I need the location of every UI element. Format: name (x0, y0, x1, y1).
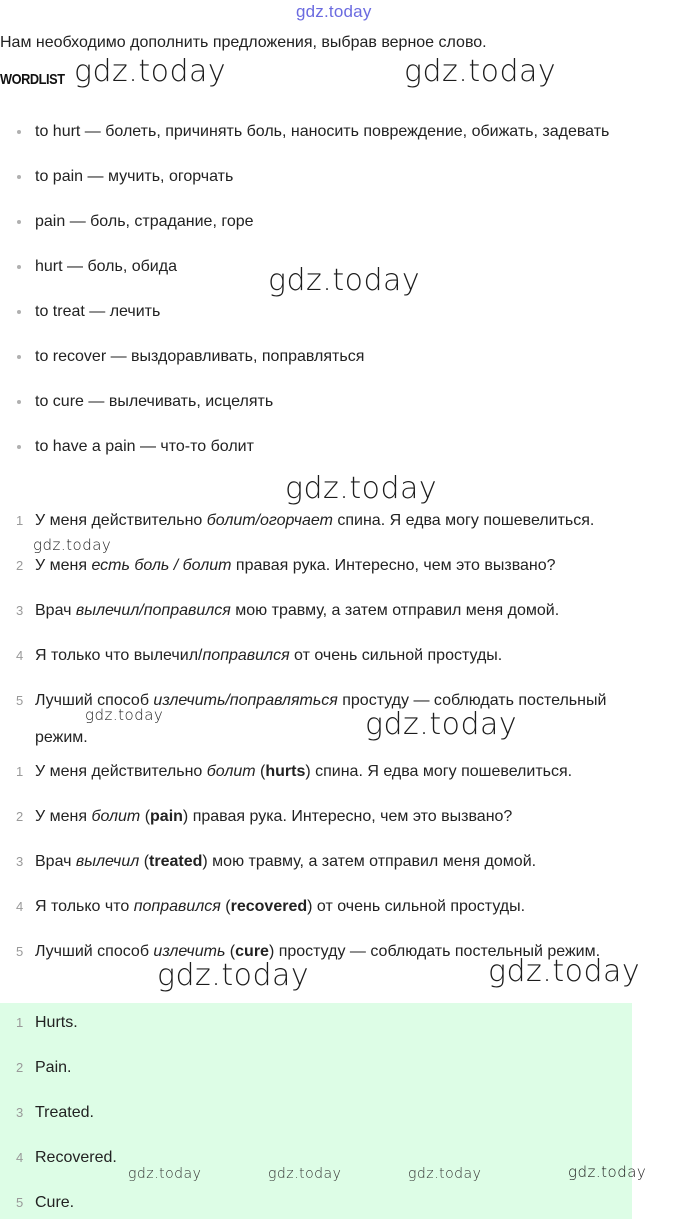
sentence-text-after: правая рука. Интересно, чем это вызвано? (188, 808, 513, 825)
item-number: 3 (16, 1105, 24, 1120)
watermark: gdz.today (157, 958, 310, 993)
variant-text-before: Я только что вылечил/ (35, 647, 203, 664)
paren-open: ( (220, 898, 231, 915)
item-number: 5 (16, 1195, 24, 1210)
wordlist-heading: WORDLIST (0, 71, 65, 88)
item-number: 1 (16, 513, 24, 528)
variant-item (0, 637, 680, 674)
variant-options: есть боль / болит (91, 557, 232, 574)
wordlist-item (0, 429, 680, 465)
sentence-text-before: Лучший способ (35, 943, 154, 960)
wordlist-item (0, 339, 680, 375)
sentence-translation: поправился (133, 898, 221, 915)
variant-text-after: спина. Я едва могу пошевелиться. (332, 512, 595, 529)
paren-close: ) (268, 943, 275, 960)
sentence-answer-word: treated (149, 853, 203, 870)
variant-text-after: правая рука. Интересно, чем это вызвано? (231, 557, 556, 574)
sentence-translation: вылечил (75, 853, 140, 870)
answer-text: Cure. (35, 1194, 75, 1211)
variant-options: излечить/поправляться (153, 692, 338, 709)
sentence-text-after: от очень сильной простуды. (312, 898, 526, 915)
sentence-text-before: Врач (35, 853, 76, 870)
item-number: 5 (16, 944, 24, 959)
sentence-answer-word: hurts (265, 763, 306, 780)
bullet-icon (17, 310, 21, 314)
watermark: gdz.today (285, 471, 438, 506)
answer-text: Recovered. (35, 1149, 117, 1166)
variant-text-after: мою травму, а затем отправил меня домой. (230, 602, 560, 619)
item-number: 2 (16, 1060, 24, 1075)
wordlist-term: to recover (35, 348, 107, 365)
wordlist-term: to cure (35, 393, 84, 410)
sentence-text-after: мою травму, а затем отправил меня домой. (207, 853, 537, 870)
item-number: 1 (16, 764, 24, 779)
sentence-translation: болит (91, 808, 141, 825)
paren-open: ( (225, 943, 236, 960)
wordlist-term: to pain (35, 168, 84, 185)
sentence-item (0, 753, 680, 790)
wordlist-item (0, 294, 680, 330)
watermark: gdz.today (268, 1166, 342, 1182)
watermark: gdz.today (268, 263, 421, 298)
watermark: gdz.today (568, 1163, 647, 1181)
item-number: 1 (16, 1015, 24, 1030)
wordlist-term: to hurt (35, 123, 81, 140)
watermark: gdz.today (33, 536, 112, 554)
wordlist-meaning: болеть, причинять боль, наносить повреждение, обижать, задевать (105, 123, 610, 140)
wordlist-meaning: боль, страдание, горе (90, 213, 254, 230)
bullet-icon (17, 445, 21, 449)
wordlist-meaning: выздоравливать, поправляться (131, 348, 365, 365)
sentence-text-after: спина. Я едва могу пошевелиться. (310, 763, 573, 780)
paren-close: ) (305, 763, 311, 780)
item-number: 3 (16, 854, 24, 869)
wordlist-dash: — (80, 123, 106, 140)
bullet-icon (17, 175, 21, 179)
wordlist-meaning: вылечивать, исцелять (108, 393, 274, 410)
sentence-translation: излечить (153, 943, 226, 960)
wordlist-meaning: лечить (109, 303, 161, 320)
sentence-text-before: Я только что (35, 898, 134, 915)
paren-close: ) (202, 853, 208, 870)
wordlist-dash: — (84, 303, 110, 320)
sentence-item (0, 798, 680, 835)
sentence-text-after: простуду — соблюдать постельный режим. (274, 943, 601, 960)
variant-item (0, 592, 680, 629)
wordlist-dash: — (62, 258, 88, 275)
sentences-list (0, 753, 680, 978)
answer-text: Treated. (35, 1104, 94, 1121)
variant-options: болит/огорчает (206, 512, 333, 529)
wordlist-dash: — (83, 168, 108, 185)
wordlist-dash: — (135, 438, 161, 455)
variant-text-after: простуду — соблюдать постельный режим. (35, 692, 607, 746)
answer-item (0, 1184, 680, 1221)
bullet-icon (17, 355, 21, 359)
wordlist-dash: — (65, 213, 91, 230)
wordlist-item (0, 204, 680, 240)
paren-close: ) (182, 808, 189, 825)
wordlist-term: pain (35, 213, 66, 230)
site-logo[interactable]: gdz.today (296, 2, 372, 21)
answers-list (0, 1004, 680, 1229)
watermark: gdz.today (365, 707, 518, 742)
wordlist-item (0, 159, 680, 195)
watermark: gdz.today (408, 1166, 482, 1182)
sentence-answer-word: recovered (230, 898, 308, 915)
wordlist-meaning: что-то болит (160, 438, 254, 455)
variant-options: вылечил/поправился (75, 602, 231, 619)
sentence-answer-word: cure (235, 943, 269, 960)
wordlist-term: to have a pain (35, 438, 136, 455)
paren-open: ( (140, 808, 151, 825)
variant-text-before: Лучший способ (35, 692, 154, 709)
wordlist-item (0, 384, 680, 420)
bullet-icon (17, 130, 21, 134)
answer-item (0, 1049, 680, 1086)
wordlist-meaning: боль, обида (87, 258, 177, 275)
answer-item (0, 1004, 680, 1041)
bullet-icon (17, 220, 21, 224)
wordlist-dash: — (83, 393, 109, 410)
wordlist-term: to treat (35, 303, 85, 320)
watermark: gdz.today (85, 706, 164, 724)
variant-text-before: У меня действительно (35, 512, 207, 529)
variant-item (0, 502, 680, 539)
paren-close: ) (307, 898, 313, 915)
bullet-icon (17, 400, 21, 404)
watermark: gdz.today (404, 54, 557, 89)
item-number: 4 (16, 1150, 24, 1165)
paren-open: ( (139, 853, 150, 870)
answer-text: Hurts. (35, 1014, 78, 1031)
answer-text: Pain. (35, 1059, 72, 1076)
variant-text-after: от очень сильной простуды. (289, 647, 503, 664)
item-number: 4 (16, 648, 24, 663)
paren-open: ( (255, 763, 266, 780)
variant-text-before: Врач (35, 602, 76, 619)
sentence-item (0, 888, 680, 925)
sentence-text-before: У меня действительно (35, 763, 207, 780)
wordlist-meaning: мучить, огорчать (107, 168, 234, 185)
watermark: gdz.today (74, 54, 227, 89)
watermark: gdz.today (488, 954, 641, 989)
sentence-answer-word: pain (150, 808, 183, 825)
item-number: 2 (16, 558, 24, 573)
answer-item (0, 1094, 680, 1131)
sentence-text-before: У меня (35, 808, 92, 825)
wordlist-dash: — (106, 348, 132, 365)
watermark: gdz.today (128, 1166, 202, 1182)
wordlist-term: hurt (35, 258, 63, 275)
sentence-item (0, 843, 680, 880)
item-number: 2 (16, 809, 24, 824)
item-number: 3 (16, 603, 24, 618)
variant-text-before: У меня (35, 557, 92, 574)
item-number: 4 (16, 899, 24, 914)
wordlist-item (0, 114, 680, 150)
variant-options: поправился (202, 647, 290, 664)
bullet-icon (17, 265, 21, 269)
intro-text: Нам необходимо дополнить предложения, выбрав верное слово. (0, 34, 487, 51)
item-number: 5 (16, 693, 24, 708)
sentence-translation: болит (206, 763, 256, 780)
